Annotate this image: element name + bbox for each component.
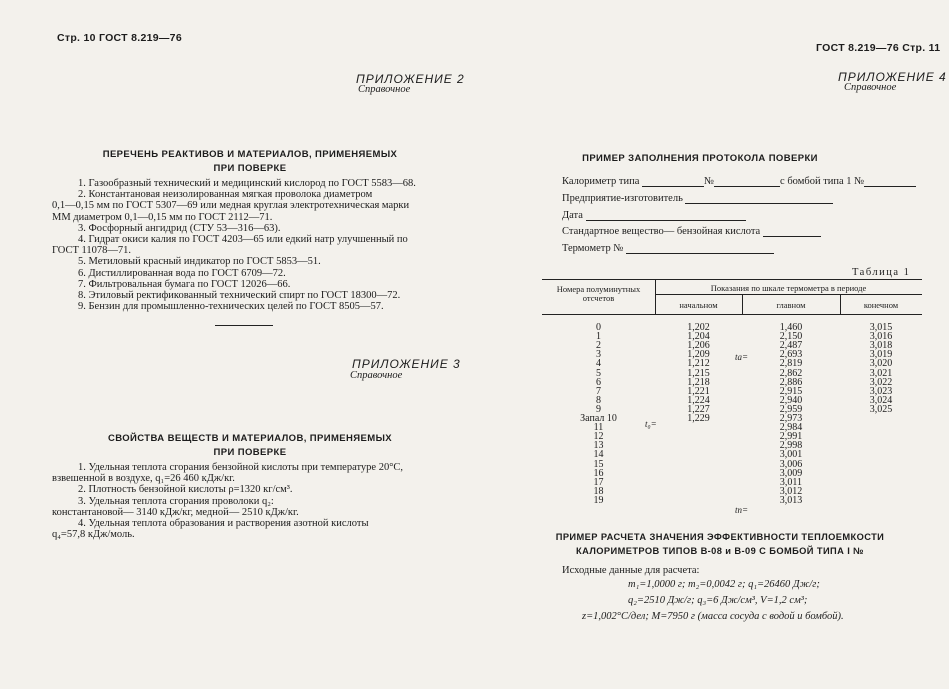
table-cell-initial: 1,202 <box>687 322 710 333</box>
table-cell-row-labels: 5 <box>596 367 601 379</box>
table-cell-final: 3,021 <box>869 367 893 379</box>
manufacturer-field <box>685 194 833 204</box>
table-cell-final: 3,022 <box>869 376 893 388</box>
example-intro: Исходные данные для расчета: <box>562 565 700 576</box>
table-cell-main: 2,984 <box>779 422 803 434</box>
table-cell-final: 3,023 <box>869 385 893 397</box>
appendix2-heading-line2: ПРИ ПОВЕРКЕ <box>213 163 287 174</box>
calorimeter-type-field <box>642 177 704 187</box>
table-cell-initial: 1,221 <box>687 385 710 397</box>
appendix3-list <box>52 462 447 540</box>
list-item: ММ диаметром 0,1—0,15 мм по ГОСТ 2112—71. <box>52 211 273 223</box>
list-item: 3. Удельная теплота сгорания проволоки q₂: <box>78 495 274 507</box>
appendix4-title: ПРИЛОЖЕНИЕ 4 <box>838 70 947 84</box>
table-cell-initial: 1,212 <box>687 358 710 370</box>
list-item: 1. Удельная теплота сгорания бензойной кислоты при температуре 20°С, <box>78 462 404 473</box>
table-cell-final: 3,024 <box>869 394 893 406</box>
appendix4-subtitle: Справочное <box>844 82 897 93</box>
list-item: 8. Этиловый ректификованный технический спирт по ГОСТ 18300—72. <box>78 290 401 302</box>
table-cell-row-labels: 2 <box>596 340 601 352</box>
list-item: 3. Фосфорный ангидрид (СТУ 53—316—63). <box>78 222 281 234</box>
table-cell-row-labels: 0 <box>596 322 601 333</box>
table-cell-main: 3,012 <box>779 485 803 497</box>
right-page <box>470 0 949 689</box>
table-cell-main: 2,819 <box>779 358 803 370</box>
list-item: ГОСТ 11078—71. <box>52 245 132 257</box>
table-cell-main: 3,006 <box>779 458 803 470</box>
manufacturer-label: Предприятие-изготовитель <box>562 193 683 204</box>
table-cell-row-labels: 1 <box>596 331 601 343</box>
table-cell-final: 3,016 <box>869 331 893 343</box>
table-cell-row-labels: 13 <box>593 440 604 452</box>
table-col-initial: начальном <box>679 300 718 310</box>
mark-t0: t₀= <box>645 419 657 429</box>
table-cell-initial: 1,218 <box>687 376 710 388</box>
table-cell-final: 3,025 <box>869 403 893 415</box>
appendix3-heading-line1: СВОЙСТВА ВЕЩЕСТВ И МАТЕРИАЛОВ, ПРИМЕНЯЕМЫХ <box>107 433 393 444</box>
appendix2-title: ПРИЛОЖЕНИЕ 2 <box>356 72 465 86</box>
example-line2: q₂=2510 Дж/г; q₃=6 Дж/см³, V=1,2 см³; <box>628 595 808 606</box>
left-page-header: Стр. 10 ГОСТ 8.219—76 <box>57 32 182 44</box>
table-cell-row-labels: 7 <box>596 385 601 397</box>
table-cell-main: 2,915 <box>779 385 803 397</box>
standard-substance-field <box>763 227 821 237</box>
table-cell-initial: 1,206 <box>687 340 710 352</box>
table-cell-main: 1,460 <box>779 322 803 333</box>
list-item: 7. Фильтровальная бумага по ГОСТ 12026—66. <box>78 278 291 290</box>
number-field <box>714 177 780 187</box>
list-item: взвешенной в воздухе, q₁=26 460 кДж/кг. <box>52 473 235 485</box>
table-group-header: Показания по шкале термометра в периоде <box>710 283 867 293</box>
table-cell-row-labels: 3 <box>596 349 601 361</box>
table-header-bottom-rule <box>542 314 922 315</box>
table-cell-row-labels: 9 <box>596 403 601 415</box>
separator-line <box>215 325 273 326</box>
date-field <box>586 211 746 221</box>
table-cell-main: 2,693 <box>779 349 803 361</box>
table-cell-row-labels: 14 <box>593 449 604 461</box>
table-cell-main: 2,487 <box>779 340 803 352</box>
list-item: 4. Гидрат окиси калия по ГОСТ 4203—65 или едкий натр улучшенный по <box>78 234 408 246</box>
bomb-number-field <box>864 177 916 187</box>
list-item: константановой— 3140 кДж/кг, медной— 2510 кДж/кг. <box>52 506 299 518</box>
table-cell-main: 3,009 <box>779 467 803 479</box>
appendix2-list <box>52 178 442 312</box>
table-cell-row-labels: 16 <box>593 467 604 479</box>
list-item: 9. Бензин для промышленно-технических целей по ГОСТ 8505—57. <box>78 301 384 313</box>
table-cell-row-labels: 11 <box>593 422 604 434</box>
left-page <box>0 0 470 689</box>
right-page-header: ГОСТ 8.219—76 Стр. 11 <box>816 42 941 54</box>
table-cell-final: 3,018 <box>869 340 893 352</box>
table-top-rule <box>542 279 922 280</box>
table-row-header: Номера полуминутных отсчетов <box>556 284 641 303</box>
table-cell-initial: 1,215 <box>687 367 710 379</box>
list-item: q₄=57,8 кДж/моль. <box>52 529 135 541</box>
example-heading-line2: КАЛОРИМЕТРОВ ТИПОВ В-08 и В-09 С БОМБОЙ ТИПА I № <box>576 546 864 556</box>
appendix2-subtitle: Справочное <box>358 84 411 95</box>
manufacturer-line <box>562 193 833 204</box>
table-cell-initial: 1,209 <box>687 349 710 361</box>
number-label: № <box>704 176 715 187</box>
appendix3-title: ПРИЛОЖЕНИЕ 3 <box>352 357 461 371</box>
table-cell-row-labels: 18 <box>593 485 604 497</box>
appendix2-heading-line1: ПЕРЕЧЕНЬ РЕАКТИВОВ И МАТЕРИАЛОВ, ПРИМЕНЯЕМЫХ <box>102 149 398 160</box>
calorimeter-type-line <box>562 176 916 187</box>
thermometer-field <box>626 244 774 254</box>
table-row <box>542 496 922 505</box>
table-cell-row-labels: 12 <box>593 431 604 443</box>
example-heading <box>535 530 905 558</box>
example-heading-line1: ПРИМЕР РАСЧЕТА ЗНАЧЕНИЯ ЭФФЕКТИВНОСТИ ТЕПЛОЕМКОСТИ <box>555 532 885 542</box>
calorimeter-type-label: Калориметр типа <box>562 176 640 187</box>
table-group-rule <box>655 294 922 295</box>
standard-substance-label: Стандартное вещество— бензойная кислота <box>562 226 761 237</box>
table-cell-main: 2,940 <box>779 394 803 406</box>
table-cell-final: 3,020 <box>869 358 893 370</box>
list-item: 6. Дистиллированная вода по ГОСТ 6709—72. <box>78 267 286 279</box>
list-item: 4. Удельная теплота образования и растворения азотной кислоты <box>78 518 369 530</box>
appendix2-heading <box>100 148 400 176</box>
table-cell-initial: 1,204 <box>687 331 710 343</box>
example-line1: m₁=1,0000 г; m₂=0,0042 г; q₁=26460 Дж/г; <box>628 579 820 590</box>
table-cell-main: 2,886 <box>779 376 803 388</box>
date-label: Дата <box>562 210 583 221</box>
table-cell-row-labels: 15 <box>593 458 604 470</box>
standard-substance-line <box>562 226 821 237</box>
list-item: 0,1—0,15 мм по ГОСТ 5307—69 или медная круглая электротехническая марки <box>52 200 410 212</box>
table-cell-row-labels: 4 <box>596 358 601 370</box>
appendix3-subtitle: Справочное <box>350 370 403 381</box>
appendix3-heading <box>85 432 415 460</box>
table-cell-main: 3,001 <box>779 449 803 461</box>
date-line <box>562 210 746 221</box>
table-cell-main: 2,998 <box>779 440 803 452</box>
list-item: 2. Плотность бензойной кислоты ρ=1320 кг/см³. <box>78 484 293 496</box>
table-cell-main: 2,991 <box>779 431 803 443</box>
thermometer-line <box>562 243 774 254</box>
mark-tn: tп= <box>735 505 749 515</box>
table-cell-main: 3,013 <box>779 494 803 506</box>
table1-caption: Таблица 1 <box>852 267 911 278</box>
table-cell-row-labels: 6 <box>596 376 601 388</box>
mark-ta: tа= <box>735 352 749 362</box>
table-cell-main: 2,959 <box>779 403 803 415</box>
table-cell-initial: 1,224 <box>687 394 710 406</box>
list-item: 2. Константановая неизолированная мягкая проволока диаметром <box>78 189 373 201</box>
table-cell-row-labels: 17 <box>593 476 604 488</box>
table-cell-initial: 1,227 <box>687 403 710 415</box>
table-col-final: конечном <box>863 300 899 310</box>
example-line3: z=1,002°С/дел; M=7950 г (масса сосуда с водой и бомбой). <box>582 611 844 622</box>
thermometer-label: Термометр № <box>562 243 624 254</box>
table-cell-main: 2,150 <box>779 331 803 343</box>
table-cell-row-labels: Запал 10 <box>580 413 617 424</box>
table-cell-main: 3,011 <box>779 476 803 488</box>
table-cell-final: 3,019 <box>869 349 893 361</box>
table-col-main: главном <box>776 300 806 310</box>
table-cell-row-labels: 8 <box>596 394 601 406</box>
protocol-heading: ПРИМЕР ЗАПОЛНЕНИЯ ПРОТОКОЛА ПОВЕРКИ <box>582 153 818 164</box>
list-item: 1. Газообразный технический и медицинский кислород по ГОСТ 5583—68. <box>78 178 416 189</box>
list-item: 5. Метиловый красный индикатор по ГОСТ 5853—51. <box>78 256 321 268</box>
table-cell-final: 3,015 <box>869 322 893 333</box>
table-cell-main: 2,973 <box>779 413 803 424</box>
appendix3-heading-line2: ПРИ ПОВЕРКЕ <box>213 447 287 458</box>
table-cell-row-labels: 19 <box>593 494 604 506</box>
table-cell-initial: 1,229 <box>687 413 710 424</box>
table-cell-main: 2,862 <box>779 367 803 379</box>
bomb-type-label: с бомбой типа 1 № <box>780 176 865 187</box>
